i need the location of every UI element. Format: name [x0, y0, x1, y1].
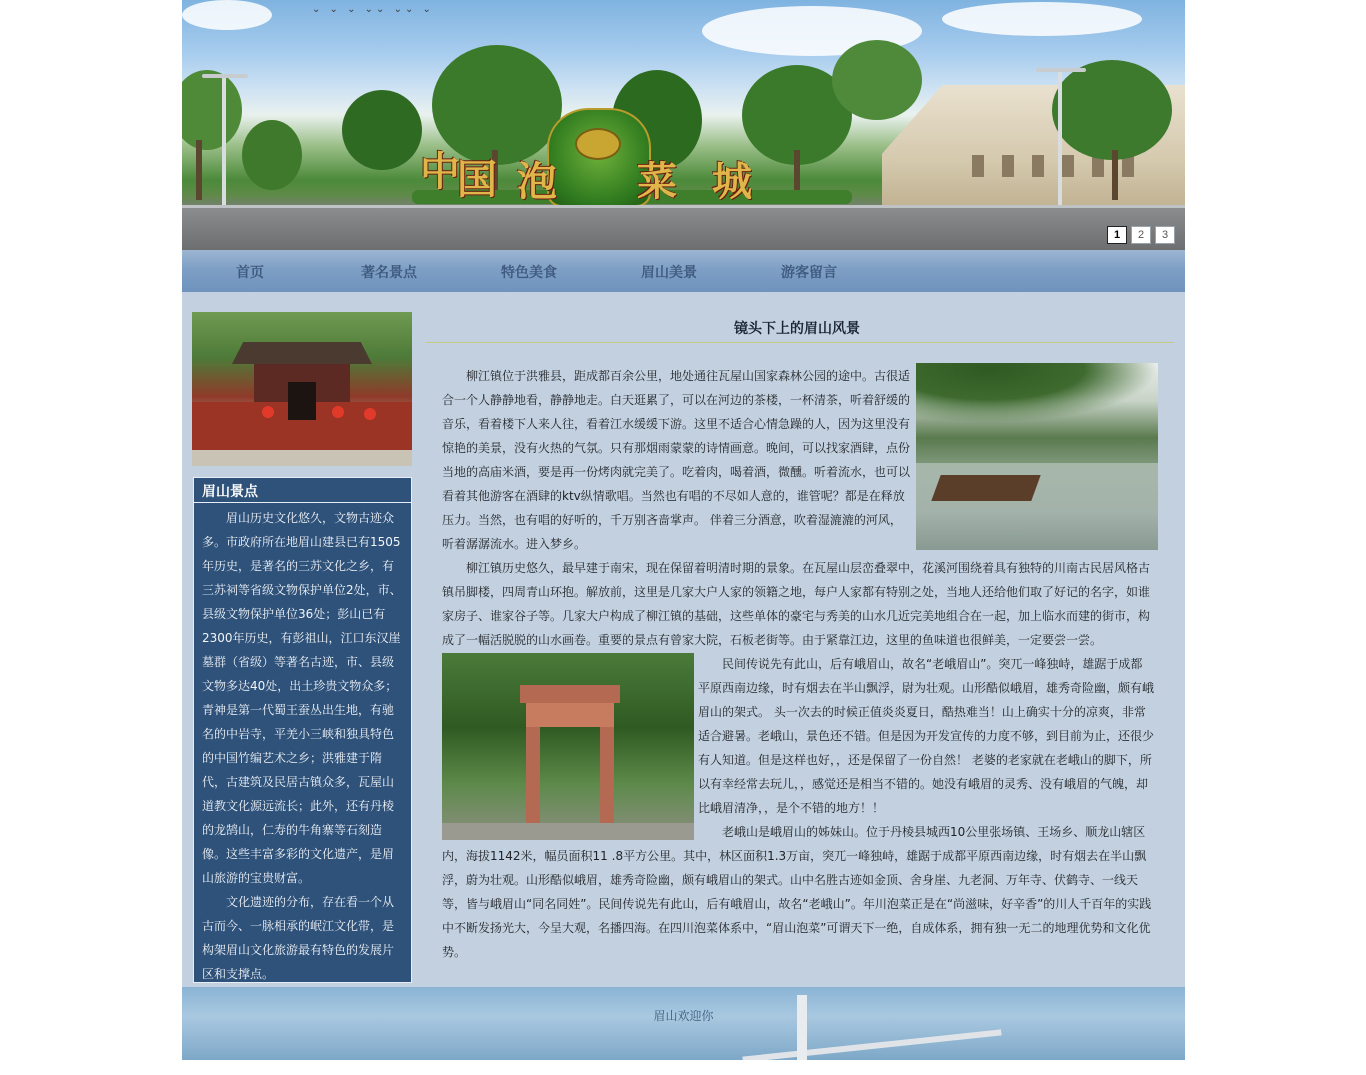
- footer-text: 眉山欢迎你: [653, 1009, 714, 1023]
- sign-char: 国: [457, 156, 497, 203]
- lake-pavilion-photo: [916, 363, 1158, 550]
- banner-slideshow: [182, 0, 1185, 250]
- street-lamp: [222, 74, 226, 206]
- title-divider: [426, 342, 1174, 343]
- pager-button-3[interactable]: 3: [1155, 226, 1175, 244]
- temple-gate-photo: [192, 312, 412, 466]
- sidebar-title-bar: [194, 478, 411, 503]
- birds-decoration: ⌄ ⌄ ⌄ ⌄⌄ ⌄⌄ ⌄: [312, 4, 434, 15]
- slideshow-pager: [1107, 226, 1175, 244]
- archway-photo: [442, 653, 694, 840]
- nav-item-scenery[interactable]: 眉山美景: [641, 265, 697, 281]
- nav-item-guestbook[interactable]: 游客留言: [781, 265, 837, 281]
- article-title: 镜头下上的眉山风景: [734, 321, 860, 337]
- sign-char: 泡: [517, 158, 557, 205]
- main-nav: [182, 250, 1185, 292]
- tree-decoration: [242, 120, 302, 190]
- tree-decoration: [832, 40, 922, 120]
- pager-button-1[interactable]: 1: [1107, 226, 1127, 244]
- pager-button-2[interactable]: 2: [1131, 226, 1151, 244]
- sidebar-paragraph: 文化遗迹的分布，存在看一个从古而今、一脉相承的岷江文化带，是构架眉山文化旅游最有特色的发展片区和支撑点。: [202, 895, 395, 981]
- content-area: [182, 292, 1185, 987]
- bridge-decoration: [742, 1029, 1001, 1060]
- cloud-decoration: [942, 2, 1142, 36]
- tree-decoration: [1052, 60, 1172, 160]
- sidebar-paragraph: 眉山历史文化悠久，文物古迹众多。市政府所在地眉山建县已有1505年历史，是著名的三苏文化之乡，有三苏祠等省级文物保护单位2处，市、县级文物保护单位36处；彭山已有2300年历史，有彭祖山，江口东汉崖墓群（省级）等著名古迹，市、县级文物多达40处，出土珍贵文物众多；青神是第一代蜀王蚕丛出生地，有驰名的中岩寺，平羌小三峡和独具特色的中国竹编艺术之乡；洪雅建于隋代，古建筑及民居古镇众多，瓦屋山道教文化源远流长；此外，还有丹棱的龙鹄山，仁寿的牛角寨等石刻造像。这些丰富多彩的文化遗产，是眉山旅游的宝贵财富。: [202, 511, 402, 885]
- article-body: [442, 364, 1154, 964]
- nav-item-food[interactable]: 特色美食: [501, 265, 557, 281]
- jar-medallion: [575, 128, 621, 160]
- sign-char: 菜: [637, 158, 677, 205]
- article-paragraph: 老峨山是峨眉山的姊妹山。位于丹棱县城西10公里张场镇、王场乡、顺龙山辖区内，海拔1142米，幅员面积11 .8平方公里。其中，林区面积1.3万亩，突兀一峰独峙，雄踞于成都平原西南边缘，时有烟去在半山飘浮，蔚为壮观。山形酷似峨眉，雄秀奇险幽，颇有峨眉山的架式。山中名胜古迹如金顶、舍身崖、九老洞、万年寺、伏鹤寺、一线天等，皆与峨眉山“同名同姓”。民间传说先有此山，后有峨眉山，故名“老峨山”。年川泡菜正是在“尚滋味，好辛香”的川人千百年的实践中不断发扬光大，今呈大观，名播四海。在四川泡菜体系中，“眉山泡菜”可谓天下一绝，自成体系，拥有独一无二的地理优势和文化优势。: [442, 825, 1152, 959]
- article-paragraph: 柳江镇位于洪雅县，距成都百余公里，地处通往瓦屋山国家森林公园的途中。古很适合一个人静静地看，静静地走。白天逛累了，可以在河边的茶楼，一杯清茶，听着舒缓的音乐，看着楼下人来人往，看着江水缓缓下游。这里不适合心情急躁的人，因为这里没有惊艳的美景，没有火热的气氛。只有那烟雨蒙蒙的诗情画意。晚间，可以找家酒肆，点份当地的高庙米酒，要是再一份烤肉就完美了。吃着肉，喝着酒，微醺。听着流水，也可以看着其他游客在酒肆的ktv纵情歌唱。当然也有唱的不尽如人意的，谁管呢？都是在释放压力。当然，也有唱的好听的，千万别吝啬掌声。 伴着三分酒意，吹着湿漉漉的河风，听着潺潺流水。进入梦乡。: [442, 369, 911, 551]
- tree-decoration: [342, 90, 422, 170]
- article-paragraph: 民间传说先有此山，后有峨眉山，故名“老峨眉山”。突兀一峰独峙，雄踞于成都平原西南边缘，时有烟去在半山飘浮，尉为壮观。山形酷似峨眉，雄秀奇险幽，颇有峨眉山的架式。 头一次去的时候正值炎炎夏日，酷热难当！山上确实十分的凉爽，非常适合避暑。老峨山，景色还不错。但是因为开发宣传的力度不够，到目前为止，还很少有人知道。但是这样也好，，还是保留了一份自然！ 老婆的老家就在老峨山的脚下，所以有幸经常去玩儿，，感觉还是相当不错的。她没有峨眉的灵秀、没有峨眉的气魄，却比峨眉清净，，是个不错的地方！！: [698, 657, 1155, 815]
- footer: [182, 987, 1185, 1060]
- street-lamp: [1058, 68, 1062, 208]
- sidebar-box: [193, 477, 412, 983]
- article-paragraph: 柳江镇历史悠久，最早建于南宋，现在保留着明清时期的景象。在瓦屋山层峦叠翠中，花溪河围绕着具有独特的川南古民居风格古镇吊脚楼，四周青山环抱。解放前，这里是几家大户人家的领籍之地，每户人家都有特别之处，当地人还给他们取了好记的名字，如谁家房子、谁家谷子等。几家大户构成了柳江镇的基础，这些单体的豪宅与秀美的山水几近完美地组合在一起，加上临水而建的街市，构成了一幅活脱脱的山水画卷。重要的景点有曾家大院，石板老街等。由于紧靠江边，这里的鱼味道也很鲜美，一定要尝一尝。: [442, 561, 1151, 647]
- nav-item-attractions[interactable]: 著名景点: [361, 265, 417, 281]
- road: [182, 208, 1185, 250]
- cloud-decoration: [182, 0, 272, 30]
- sign-char: 城: [712, 158, 752, 205]
- sign-char: 中: [420, 148, 460, 195]
- sidebar-title: 眉山景点: [202, 484, 258, 500]
- nav-item-home[interactable]: 首页: [236, 265, 264, 281]
- page-wrapper: [182, 0, 1185, 1060]
- tree-decoration: [182, 70, 242, 150]
- sidebar-text: [202, 506, 402, 986]
- bridge-tower-decoration: [797, 995, 807, 1060]
